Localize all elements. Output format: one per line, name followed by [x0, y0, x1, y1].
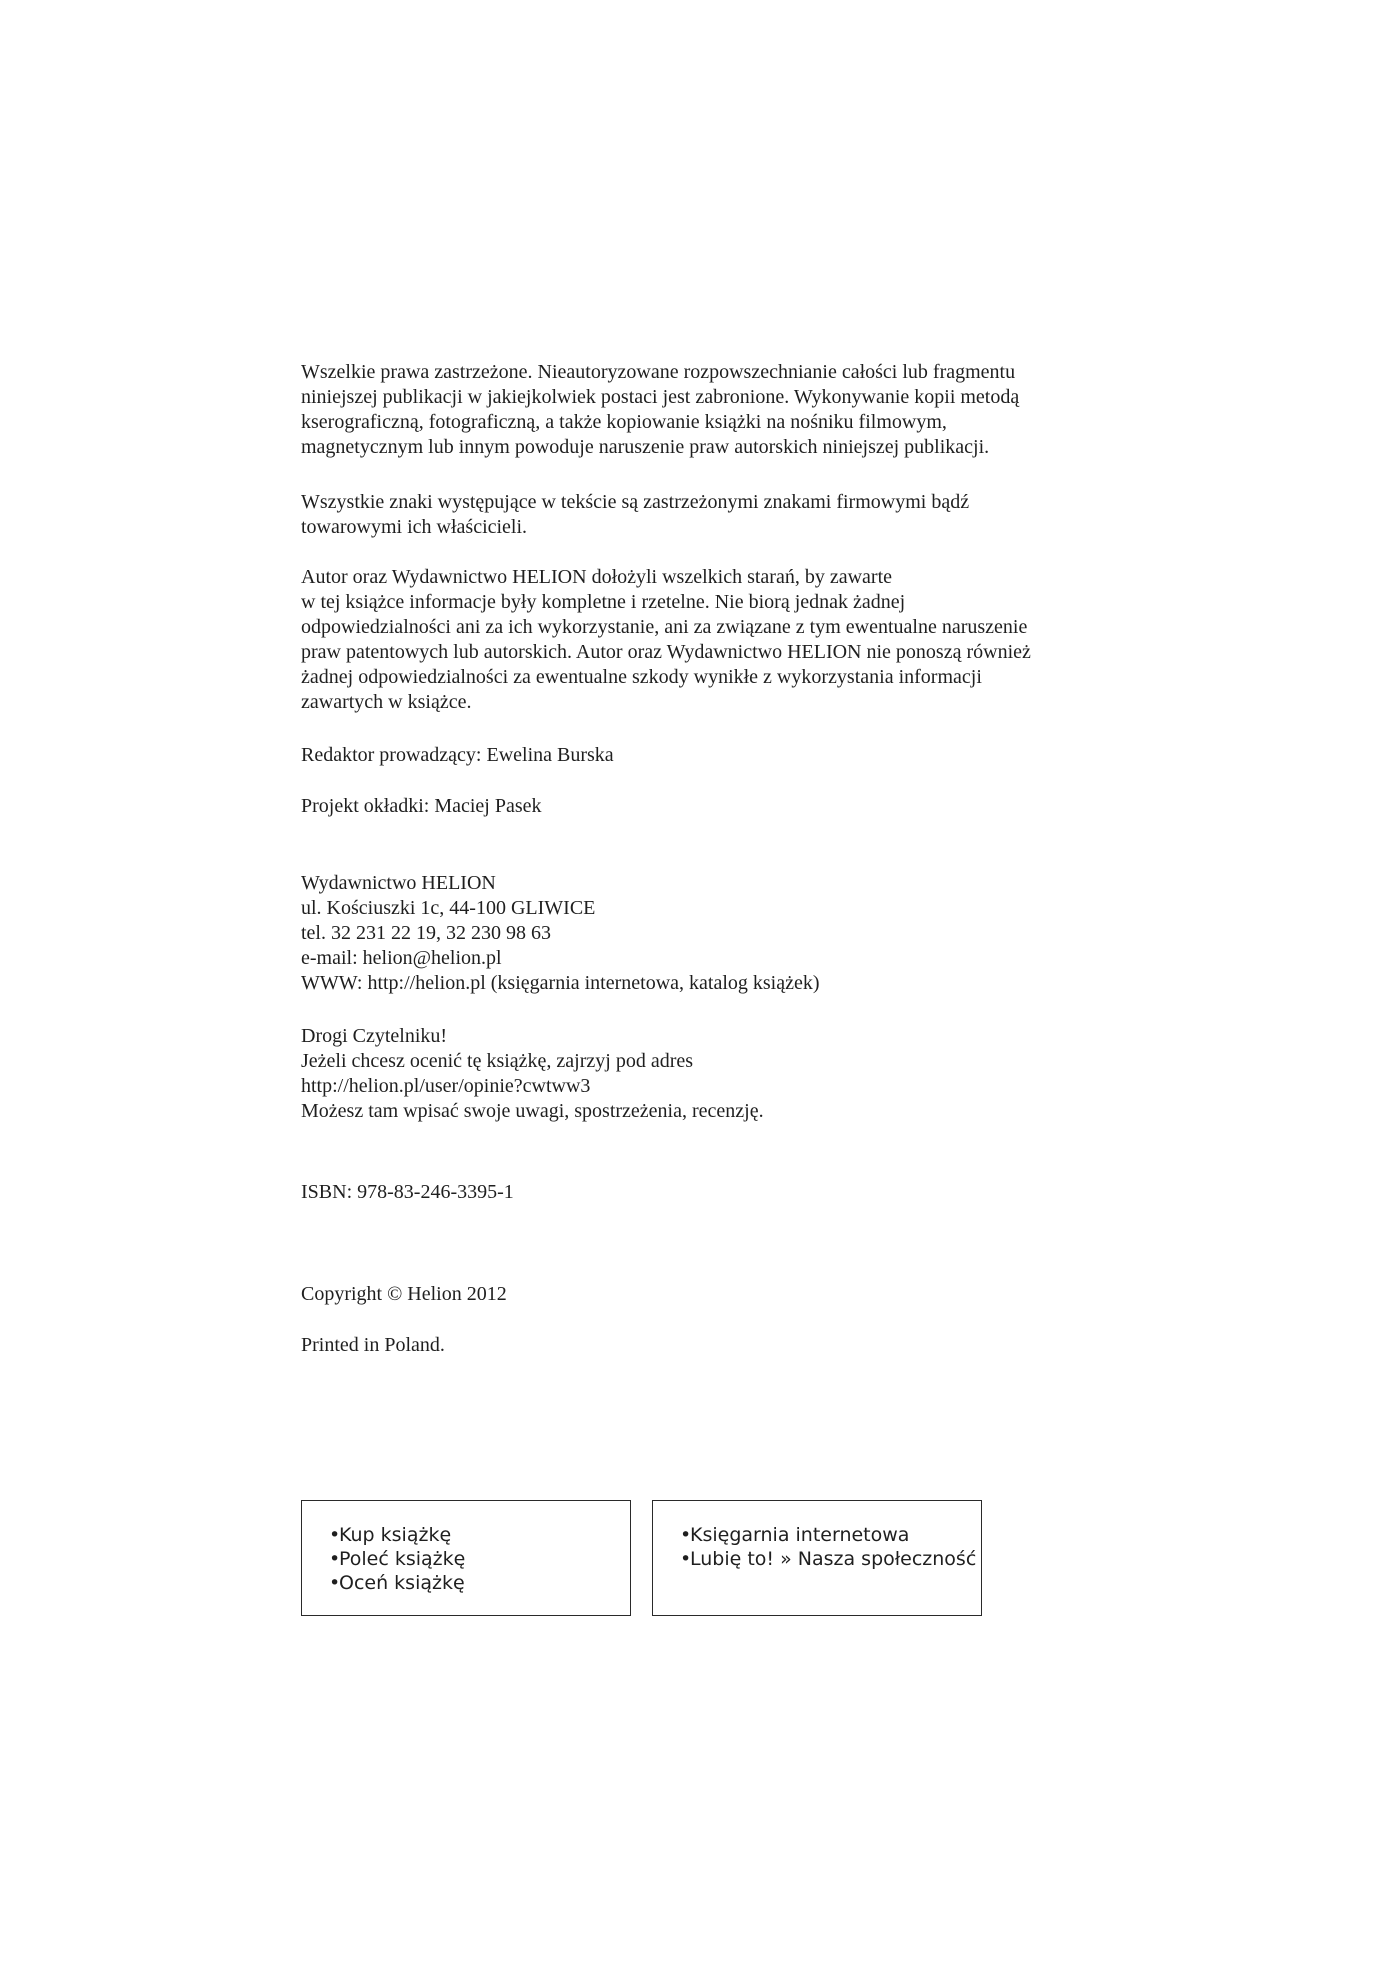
trademarks-paragraph: [301, 490, 1131, 540]
disclaimer-line: Autor oraz Wydawnictwo HELION dołożyli wszelkich starań, by zawarte: [301, 566, 893, 588]
rights-line: Wszelkie prawa zastrzeżone. Nieautoryzowane rozpowszechnianie całości lub fragmentu: [301, 361, 1016, 383]
copyright-text: Copyright © Helion 2012: [301, 1283, 507, 1305]
editor-credit: [301, 743, 1131, 768]
bullet-icon: •: [329, 1524, 341, 1546]
cover-credit: [301, 794, 1131, 819]
publisher-phone: tel. 32 231 22 19, 32 230 98 63: [301, 922, 551, 944]
isbn-text: ISBN: 978-83-246-3395-1: [301, 1181, 514, 1203]
printed-text: Printed in Poland.: [301, 1334, 445, 1356]
rate-book-label: Oceń książkę: [339, 1572, 465, 1594]
isbn: [301, 1180, 1131, 1205]
publisher-www: WWW: http://helion.pl (księgarnia internetowa, katalog książek): [301, 972, 820, 994]
publisher-email: e-mail: helion@helion.pl: [301, 947, 502, 969]
copyright-notice: [301, 1282, 1131, 1307]
community-box: [652, 1500, 982, 1616]
publisher-address: [301, 871, 1131, 996]
book-actions-box: [301, 1500, 631, 1616]
reader-instruction: Jeżeli chcesz ocenić tę książkę, zajrzyj pod adres: [301, 1050, 694, 1072]
community-label: Lubię to! » Nasza społeczność: [690, 1548, 977, 1570]
rate-book-link[interactable]: [329, 1571, 630, 1595]
printed-notice: [301, 1333, 1131, 1358]
disclaimer-line: w tej książce informacje były kompletne i rzetelne. Nie biorą jednak żadnej: [301, 591, 906, 613]
publisher-name: Wydawnictwo HELION: [301, 872, 496, 894]
buy-book-label: Kup książkę: [339, 1524, 452, 1546]
disclaimer-line: praw patentowych lub autorskich. Autor oraz Wydawnictwo HELION nie ponoszą również: [301, 641, 1031, 663]
bullet-icon: •: [680, 1548, 692, 1570]
rights-line: kserograficzną, fotograficzną, a także kopiowanie książki na nośniku filmowym,: [301, 411, 947, 433]
reader-url: http://helion.pl/user/opinie?cwtww3: [301, 1075, 591, 1097]
online-bookstore-label: Księgarnia internetowa: [690, 1524, 910, 1546]
bullet-icon: •: [329, 1548, 341, 1570]
rights-line: magnetycznym lub innym powoduje naruszenie praw autorskich niniejszej publikacji.: [301, 436, 990, 458]
bullet-icon: •: [680, 1524, 692, 1546]
trademarks-line: Wszystkie znaki występujące w tekście są zastrzeżonymi znakami firmowymi bądź: [301, 491, 970, 513]
online-bookstore-link[interactable]: [680, 1523, 981, 1547]
disclaimer-paragraph: [301, 565, 1131, 715]
buy-book-link[interactable]: [329, 1523, 630, 1547]
bullet-icon: •: [329, 1572, 341, 1594]
cover-credit-text: Projekt okładki: Maciej Pasek: [301, 795, 542, 817]
reader-greeting: Drogi Czytelniku!: [301, 1025, 448, 1047]
editor-credit-text: Redaktor prowadzący: Ewelina Burska: [301, 744, 614, 766]
recommend-book-label: Poleć książkę: [339, 1548, 466, 1570]
disclaimer-line: odpowiedzialności ani za ich wykorzystanie, ani za związane z tym ewentualne naruszenie: [301, 616, 1028, 638]
rights-line: niniejszej publikacji w jakiejkolwiek postaci jest zabronione. Wykonywanie kopii metodą: [301, 386, 1020, 408]
trademarks-line: towarowymi ich właścicieli.: [301, 516, 528, 538]
recommend-book-link[interactable]: [329, 1547, 630, 1571]
publisher-street: ul. Kościuszki 1c, 44-100 GLIWICE: [301, 897, 596, 919]
disclaimer-line: zawartych w książce.: [301, 691, 472, 713]
community-link[interactable]: [680, 1547, 981, 1571]
reader-note: [301, 1024, 1131, 1124]
rights-paragraph: [301, 360, 1131, 460]
reader-invitation: Możesz tam wpisać swoje uwagi, spostrzeżenia, recenzję.: [301, 1100, 764, 1122]
disclaimer-line: żadnej odpowiedzialności za ewentualne szkody wynikłe z wykorzystania informacji: [301, 666, 982, 688]
